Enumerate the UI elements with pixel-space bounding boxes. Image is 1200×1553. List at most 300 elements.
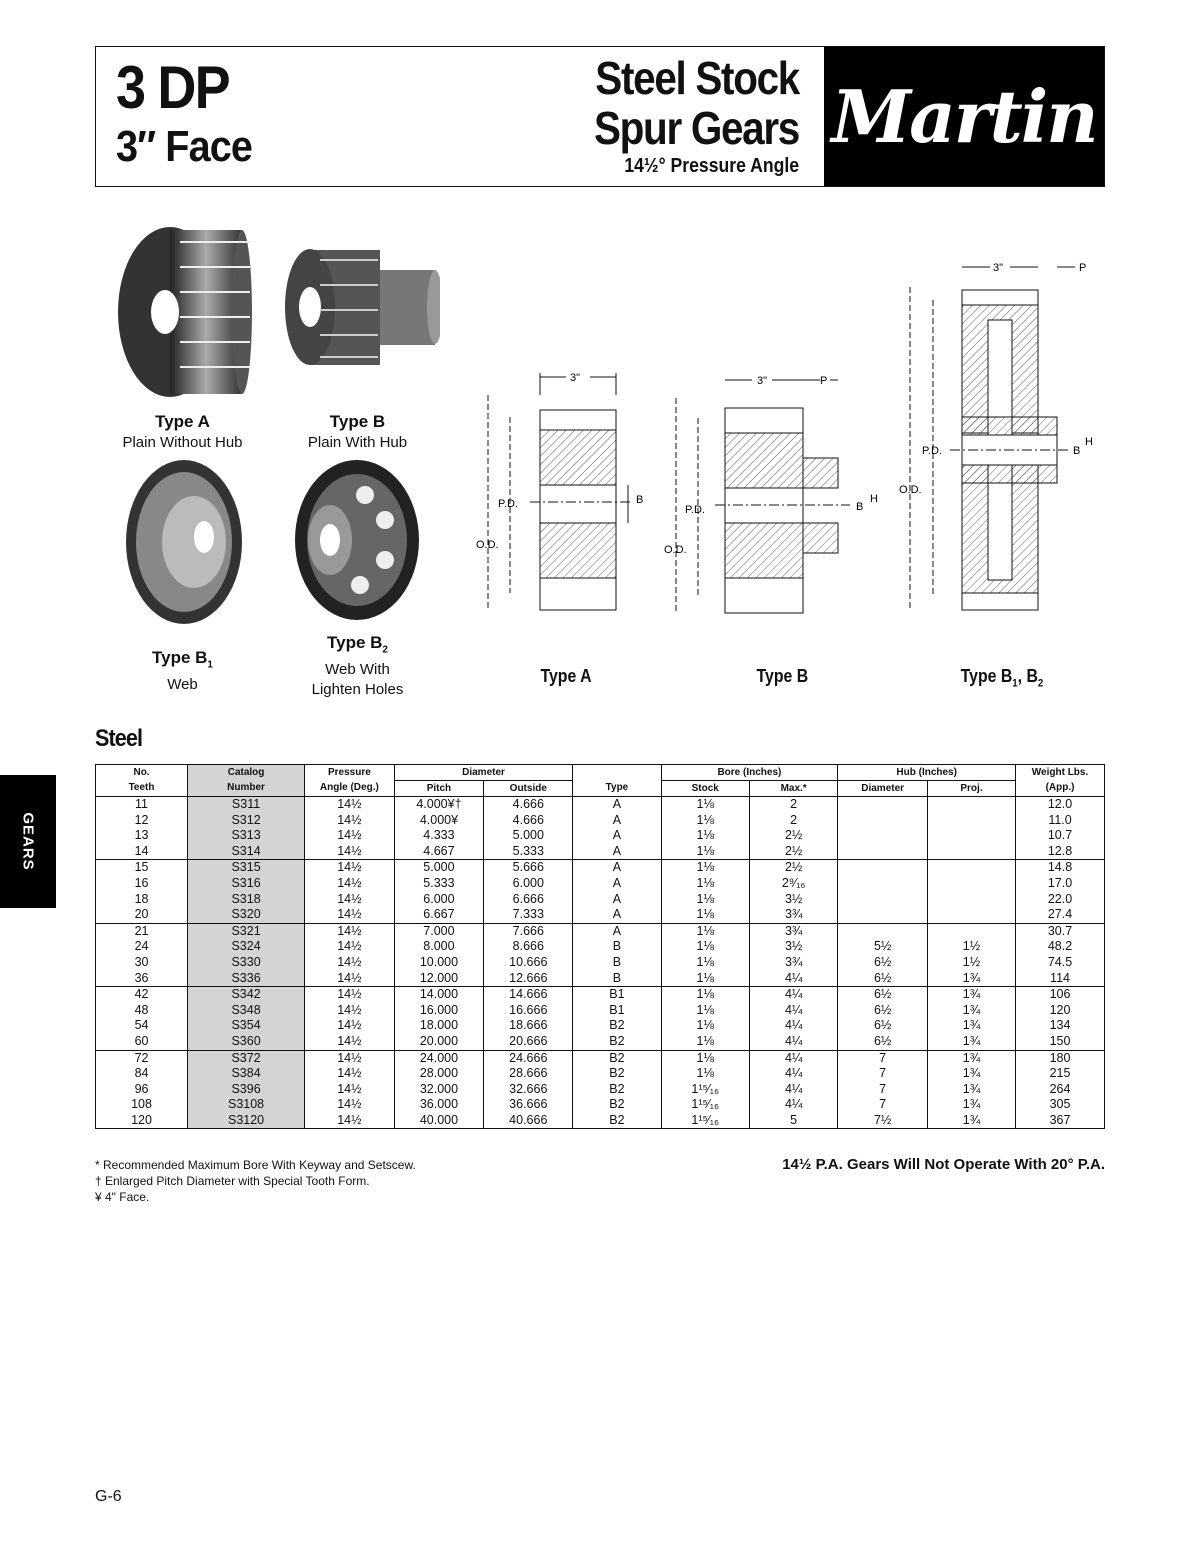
cell-bore-max: 2½ <box>749 844 837 860</box>
cell-outside-diameter: 14.666 <box>484 987 573 1003</box>
cell-type: A <box>573 844 661 860</box>
cell-outside-diameter: 7.666 <box>484 923 573 939</box>
cell-bore-stock: 1⅛ <box>661 987 749 1003</box>
cell-outside-diameter: 40.666 <box>484 1113 573 1129</box>
cell-bore-stock: 1¹⁵⁄₁₆ <box>661 1097 749 1113</box>
drawing-type-b <box>660 368 885 620</box>
pressure-angle: 14½° Pressure Angle <box>624 155 799 177</box>
cell-pitch-diameter: 14.000 <box>394 987 484 1003</box>
th-hub-diameter: Diameter <box>838 781 928 797</box>
cell-pressure-angle: 14½ <box>305 860 395 876</box>
cell-teeth: 14 <box>96 844 188 860</box>
cell-pressure-angle: 14½ <box>305 1018 395 1034</box>
cell-bore-max: 4¼ <box>749 987 837 1003</box>
cell-bore-stock: 1⅛ <box>661 939 749 955</box>
cell-outside-diameter: 4.666 <box>484 813 573 829</box>
cell-teeth: 108 <box>96 1097 188 1113</box>
table-row <box>96 907 1105 923</box>
cell-outside-diameter: 12.666 <box>484 971 573 987</box>
cell-catalog-number: S314 <box>188 844 305 860</box>
cell-pitch-diameter: 4.000¥† <box>394 797 484 813</box>
table-row <box>96 892 1105 908</box>
table-row <box>96 1034 1105 1050</box>
cell-hub-diameter: 7 <box>838 1082 928 1098</box>
gear-photo-type-a <box>110 222 255 402</box>
cell-weight: 120 <box>1016 1003 1105 1019</box>
cell-bore-max: 4¼ <box>749 1050 837 1066</box>
svg-text:3": 3" <box>993 262 1004 274</box>
cell-teeth: 20 <box>96 907 188 923</box>
th-proj: Proj. <box>927 781 1015 797</box>
cell-type: B2 <box>573 1050 661 1066</box>
cell-catalog-number: S3108 <box>188 1097 305 1113</box>
label-drawing-type-b: Type B <box>756 666 809 686</box>
cell-bore-max: 2 <box>749 797 837 813</box>
th-max: Max.* <box>749 781 837 797</box>
cell-outside-diameter: 5.333 <box>484 844 573 860</box>
cell-hub-proj: 1¾ <box>927 1082 1015 1098</box>
cell-pitch-diameter: 4.333 <box>394 828 484 844</box>
cell-weight: 10.7 <box>1016 828 1105 844</box>
cell-type: B2 <box>573 1034 661 1050</box>
spec-table <box>95 764 1105 1129</box>
cell-bore-max: 2½ <box>749 828 837 844</box>
cell-type: B <box>573 939 661 955</box>
cell-weight: 11.0 <box>1016 813 1105 829</box>
cell-hub-proj: 1¾ <box>927 1034 1015 1050</box>
cell-weight: 264 <box>1016 1082 1105 1098</box>
cell-hub-proj: 1¾ <box>927 1113 1015 1129</box>
svg-text:H: H <box>1085 436 1093 448</box>
cell-hub-diameter: 7 <box>838 1050 928 1066</box>
cell-bore-stock: 1⅛ <box>661 813 749 829</box>
cell-pressure-angle: 14½ <box>305 892 395 908</box>
cell-weight: 114 <box>1016 971 1105 987</box>
caption-type-b1: Type $B_1$ Web <box>152 648 213 694</box>
cell-hub-proj: 1¾ <box>927 1066 1015 1082</box>
cell-bore-max: 2½ <box>749 860 837 876</box>
cell-hub-diameter <box>838 797 928 813</box>
svg-text:O.D.: O.D. <box>476 539 499 551</box>
cell-hub-proj: 1¾ <box>927 987 1015 1003</box>
cell-type: A <box>573 813 661 829</box>
table-row <box>96 939 1105 955</box>
th-stock: Stock <box>661 781 749 797</box>
th-diameter: Diameter <box>394 765 573 781</box>
diametral-pitch: 3 DP <box>116 54 229 121</box>
table-row <box>96 860 1105 876</box>
table-row <box>96 971 1105 987</box>
cell-type: B <box>573 971 661 987</box>
cell-teeth: 96 <box>96 1082 188 1098</box>
table-row <box>96 813 1105 829</box>
title-line1: Steel Stock <box>595 52 799 104</box>
cell-pressure-angle: 14½ <box>305 844 395 860</box>
th-type: Type <box>573 781 661 797</box>
cell-teeth: 11 <box>96 797 188 813</box>
th-pitch: Pitch <box>394 781 484 797</box>
cell-pitch-diameter: 4.667 <box>394 844 484 860</box>
cell-teeth: 54 <box>96 1018 188 1034</box>
table-row <box>96 828 1105 844</box>
gear-photo-type-b2 <box>290 455 425 625</box>
svg-text:P.D.: P.D. <box>685 504 705 516</box>
cell-pressure-angle: 14½ <box>305 1050 395 1066</box>
cell-hub-proj: 1¾ <box>927 1050 1015 1066</box>
cell-pitch-diameter: 6.000 <box>394 892 484 908</box>
cell-type: A <box>573 907 661 923</box>
cell-bore-max: 3½ <box>749 892 837 908</box>
cell-pressure-angle: 14½ <box>305 1003 395 1019</box>
th-app: (App.) <box>1016 781 1105 797</box>
cell-pitch-diameter: 28.000 <box>394 1066 484 1082</box>
cell-type: A <box>573 876 661 892</box>
cell-weight: 17.0 <box>1016 876 1105 892</box>
cell-bore-max: 3¾ <box>749 923 837 939</box>
cell-teeth: 24 <box>96 939 188 955</box>
cell-teeth: 21 <box>96 923 188 939</box>
cell-hub-diameter <box>838 828 928 844</box>
caption-type-b2: Type $B_2$ Web With Lighten Holes <box>311 633 404 699</box>
cell-hub-diameter <box>838 860 928 876</box>
face-width: 3″ Face <box>116 122 252 171</box>
cell-weight: 134 <box>1016 1018 1105 1034</box>
th-outside: Outside <box>484 781 573 797</box>
cell-pitch-diameter: 16.000 <box>394 1003 484 1019</box>
cell-hub-diameter: 6½ <box>838 987 928 1003</box>
table-row <box>96 1018 1105 1034</box>
cell-bore-stock: 1⅛ <box>661 892 749 908</box>
cell-pitch-diameter: 7.000 <box>394 923 484 939</box>
cell-outside-diameter: 24.666 <box>484 1050 573 1066</box>
cell-outside-diameter: 5.000 <box>484 828 573 844</box>
cell-pressure-angle: 14½ <box>305 987 395 1003</box>
cell-pitch-diameter: 36.000 <box>394 1097 484 1113</box>
cell-pitch-diameter: 6.667 <box>394 907 484 923</box>
cell-bore-max: 3½ <box>749 939 837 955</box>
cell-bore-stock: 1⅛ <box>661 828 749 844</box>
svg-text:H: H <box>870 493 878 505</box>
cell-pitch-diameter: 32.000 <box>394 1082 484 1098</box>
cell-teeth: 15 <box>96 860 188 876</box>
cell-catalog-number: S321 <box>188 923 305 939</box>
caption-type-b1-title: Type B <box>152 648 208 667</box>
table-row <box>96 955 1105 971</box>
cell-pressure-angle: 14½ <box>305 797 395 813</box>
cell-catalog-number: S396 <box>188 1082 305 1098</box>
cell-pressure-angle: 14½ <box>305 1066 395 1082</box>
cell-hub-diameter: 5½ <box>838 939 928 955</box>
cell-catalog-number: S336 <box>188 971 305 987</box>
cell-pitch-diameter: 12.000 <box>394 971 484 987</box>
cell-hub-diameter <box>838 844 928 860</box>
caption-type-b-title: Type B <box>329 412 386 431</box>
cell-outside-diameter: 4.666 <box>484 797 573 813</box>
cell-pressure-angle: 14½ <box>305 813 395 829</box>
cell-hub-diameter: 7½ <box>838 1113 928 1129</box>
cell-bore-stock: 1⅛ <box>661 923 749 939</box>
caption-type-a-title: Type A <box>155 412 210 431</box>
cell-teeth: 84 <box>96 1066 188 1082</box>
cell-type: A <box>573 860 661 876</box>
cell-bore-max: 5 <box>749 1113 837 1129</box>
th-hub: Hub (Inches) <box>838 765 1016 781</box>
cell-pressure-angle: 14½ <box>305 1097 395 1113</box>
cell-catalog-number: S316 <box>188 876 305 892</box>
cell-type: B2 <box>573 1097 661 1113</box>
cell-bore-max: 2⁹⁄₁₆ <box>749 876 837 892</box>
cell-weight: 180 <box>1016 1050 1105 1066</box>
caption-type-a <box>110 412 255 453</box>
cell-weight: 150 <box>1016 1034 1105 1050</box>
cell-bore-stock: 1⅛ <box>661 907 749 923</box>
table-row <box>96 797 1105 813</box>
cell-pressure-angle: 14½ <box>305 828 395 844</box>
caption-type-a-desc: Plain Without Hub <box>122 434 243 451</box>
table-row <box>96 987 1105 1003</box>
cell-type: B1 <box>573 987 661 1003</box>
cell-bore-stock: 1⅛ <box>661 797 749 813</box>
cell-type: B2 <box>573 1066 661 1082</box>
cell-teeth: 36 <box>96 971 188 987</box>
cell-bore-stock: 1¹⁵⁄₁₆ <box>661 1113 749 1129</box>
label-drawing-type-a: Type A <box>540 666 592 686</box>
cell-bore-stock: 1⅛ <box>661 971 749 987</box>
header-title <box>566 53 799 179</box>
cell-catalog-number: S354 <box>188 1018 305 1034</box>
cell-outside-diameter: 32.666 <box>484 1082 573 1098</box>
cell-hub-diameter: 6½ <box>838 971 928 987</box>
cell-hub-diameter <box>838 876 928 892</box>
cell-bore-max: 4¼ <box>749 1018 837 1034</box>
cell-hub-proj: 1¾ <box>927 1003 1015 1019</box>
cell-pressure-angle: 14½ <box>305 907 395 923</box>
caption-type-b2-desc1: Web With <box>325 661 390 679</box>
cell-hub-proj <box>927 892 1015 908</box>
cell-weight: 305 <box>1016 1097 1105 1113</box>
cell-hub-diameter <box>838 923 928 939</box>
cell-teeth: 13 <box>96 828 188 844</box>
svg-text:P.D.: P.D. <box>922 445 942 457</box>
th-no-teeth: No. <box>96 765 188 781</box>
th-number: Number <box>188 781 305 797</box>
martin-logo: Martin <box>824 47 1104 186</box>
cell-catalog-number: S330 <box>188 955 305 971</box>
title-line2: Spur Gears <box>593 102 799 154</box>
caption-type-b1-desc: Web <box>167 676 198 694</box>
cell-bore-stock: 1⅛ <box>661 1003 749 1019</box>
table-row <box>96 1113 1105 1129</box>
cell-weight: 12.0 <box>1016 797 1105 813</box>
svg-text:O.D.: O.D. <box>664 544 687 556</box>
cell-type: B1 <box>573 1003 661 1019</box>
cell-pressure-angle: 14½ <box>305 971 395 987</box>
label-drawing-type-b1-b2: Type $B_1$, $B_2$ <box>960 666 1044 690</box>
cell-teeth: 30 <box>96 955 188 971</box>
cell-weight: 22.0 <box>1016 892 1105 908</box>
cell-hub-diameter: 7 <box>838 1097 928 1113</box>
cell-pitch-diameter: 5.000 <box>394 860 484 876</box>
cell-hub-diameter <box>838 813 928 829</box>
cell-bore-max: 4¼ <box>749 971 837 987</box>
svg-text:3": 3" <box>570 372 581 384</box>
cell-catalog-number: S313 <box>188 828 305 844</box>
footnote-max-bore: * Recommended Maximum Bore With Keyway and Setscew. <box>95 1158 416 1172</box>
cell-teeth: 42 <box>96 987 188 1003</box>
cell-hub-proj <box>927 813 1015 829</box>
cell-type: A <box>573 923 661 939</box>
cell-catalog-number: S348 <box>188 1003 305 1019</box>
spec-table-body <box>96 797 1105 1129</box>
drawing-type-a <box>470 365 655 620</box>
cell-bore-stock: 1⅛ <box>661 1018 749 1034</box>
cell-type: A <box>573 892 661 908</box>
header-left <box>116 53 267 171</box>
cell-catalog-number: S372 <box>188 1050 305 1066</box>
cell-teeth: 48 <box>96 1003 188 1019</box>
cell-catalog-number: S318 <box>188 892 305 908</box>
table-row <box>96 923 1105 939</box>
cell-pitch-diameter: 24.000 <box>394 1050 484 1066</box>
cell-bore-stock: 1¹⁵⁄₁₆ <box>661 1082 749 1098</box>
cell-pitch-diameter: 10.000 <box>394 955 484 971</box>
cell-outside-diameter: 5.666 <box>484 860 573 876</box>
cell-bore-stock: 1⅛ <box>661 876 749 892</box>
cell-hub-diameter: 6½ <box>838 1003 928 1019</box>
caption-type-b2-title: Type B <box>327 633 383 652</box>
svg-text:P.D.: P.D. <box>498 498 518 510</box>
cell-type: A <box>573 797 661 813</box>
cell-teeth: 120 <box>96 1113 188 1129</box>
svg-text:O.D.: O.D. <box>899 484 922 496</box>
cell-weight: 14.8 <box>1016 860 1105 876</box>
cell-outside-diameter: 16.666 <box>484 1003 573 1019</box>
cell-outside-diameter: 6.000 <box>484 876 573 892</box>
gears-side-tab: GEARS <box>0 775 56 908</box>
cell-hub-diameter: 6½ <box>838 955 928 971</box>
th-pressure: Pressure <box>305 765 395 781</box>
cell-pitch-diameter: 4.000¥ <box>394 813 484 829</box>
cell-hub-proj <box>927 828 1015 844</box>
cell-hub-diameter: 6½ <box>838 1034 928 1050</box>
cell-teeth: 72 <box>96 1050 188 1066</box>
cell-hub-proj <box>927 923 1015 939</box>
cell-bore-stock: 1⅛ <box>661 955 749 971</box>
cell-hub-proj: 1½ <box>927 939 1015 955</box>
cell-hub-proj <box>927 860 1015 876</box>
table-row <box>96 1082 1105 1098</box>
cell-outside-diameter: 6.666 <box>484 892 573 908</box>
table-row <box>96 876 1105 892</box>
cell-catalog-number: S342 <box>188 987 305 1003</box>
cell-hub-diameter: 7 <box>838 1066 928 1082</box>
page-number: G-6 <box>95 1488 122 1505</box>
cell-hub-proj: 1¾ <box>927 1097 1015 1113</box>
cell-hub-proj: 1¾ <box>927 1018 1015 1034</box>
caption-type-b <box>290 412 425 453</box>
cell-pressure-angle: 14½ <box>305 955 395 971</box>
svg-text:B: B <box>856 501 864 513</box>
cell-pressure-angle: 14½ <box>305 1082 395 1098</box>
cell-pressure-angle: 14½ <box>305 939 395 955</box>
svg-text:B: B <box>636 494 644 506</box>
th-weight: Weight Lbs. <box>1016 765 1105 781</box>
cell-outside-diameter: 8.666 <box>484 939 573 955</box>
cell-hub-proj: 1½ <box>927 955 1015 971</box>
cell-weight: 74.5 <box>1016 955 1105 971</box>
svg-text:P: P <box>820 375 828 387</box>
footnote-4in-face: ¥ 4" Face. <box>95 1190 150 1204</box>
cell-hub-proj <box>927 907 1015 923</box>
table-row <box>96 844 1105 860</box>
cell-bore-stock: 1⅛ <box>661 844 749 860</box>
cell-hub-proj <box>927 844 1015 860</box>
cell-hub-proj <box>927 797 1015 813</box>
table-row <box>96 1050 1105 1066</box>
section-title: Steel <box>95 725 143 752</box>
cell-pitch-diameter: 5.333 <box>394 876 484 892</box>
gear-photo-type-b <box>280 245 440 370</box>
cell-outside-diameter: 7.333 <box>484 907 573 923</box>
cell-catalog-number: S315 <box>188 860 305 876</box>
cell-hub-proj <box>927 876 1015 892</box>
cell-pitch-diameter: 40.000 <box>394 1113 484 1129</box>
svg-text:P: P <box>1079 262 1087 274</box>
th-bore: Bore (Inches) <box>661 765 838 781</box>
cell-pressure-angle: 14½ <box>305 876 395 892</box>
cell-teeth: 16 <box>96 876 188 892</box>
cell-weight: 215 <box>1016 1066 1105 1082</box>
cell-bore-max: 3¾ <box>749 955 837 971</box>
cell-type: B2 <box>573 1113 661 1129</box>
cell-catalog-number: S320 <box>188 907 305 923</box>
cell-hub-diameter: 6½ <box>838 1018 928 1034</box>
pa-warning-note: 14½ P.A. Gears Will Not Operate With 20° P.A. <box>782 1156 1105 1173</box>
cell-weight: 30.7 <box>1016 923 1105 939</box>
cell-bore-max: 4¼ <box>749 1066 837 1082</box>
th-catalog: Catalog <box>188 765 305 781</box>
table-row <box>96 1097 1105 1113</box>
cell-outside-diameter: 18.666 <box>484 1018 573 1034</box>
cell-bore-max: 2 <box>749 813 837 829</box>
caption-type-b2-desc2: Lighten Holes <box>311 681 404 699</box>
cell-catalog-number: S384 <box>188 1066 305 1082</box>
cell-bore-stock: 1⅛ <box>661 1066 749 1082</box>
cell-type: B <box>573 955 661 971</box>
cell-bore-stock: 1⅛ <box>661 1050 749 1066</box>
cell-catalog-number: S312 <box>188 813 305 829</box>
cell-catalog-number: S3120 <box>188 1113 305 1129</box>
footnotes <box>95 1157 416 1205</box>
cell-outside-diameter: 28.666 <box>484 1066 573 1082</box>
cell-pressure-angle: 14½ <box>305 923 395 939</box>
cell-outside-diameter: 10.666 <box>484 955 573 971</box>
cell-catalog-number: S324 <box>188 939 305 955</box>
drawing-type-b1-b2 <box>895 255 1100 617</box>
cell-bore-stock: 1⅛ <box>661 1034 749 1050</box>
cell-pressure-angle: 14½ <box>305 1034 395 1050</box>
cell-catalog-number: S360 <box>188 1034 305 1050</box>
table-row <box>96 1066 1105 1082</box>
header-box <box>95 46 1105 187</box>
cell-hub-diameter <box>838 892 928 908</box>
cell-teeth: 60 <box>96 1034 188 1050</box>
cell-pressure-angle: 14½ <box>305 1113 395 1129</box>
cell-catalog-number: S311 <box>188 797 305 813</box>
cell-hub-diameter <box>838 907 928 923</box>
svg-text:B: B <box>1073 445 1081 457</box>
cell-hub-proj: 1¾ <box>927 971 1015 987</box>
